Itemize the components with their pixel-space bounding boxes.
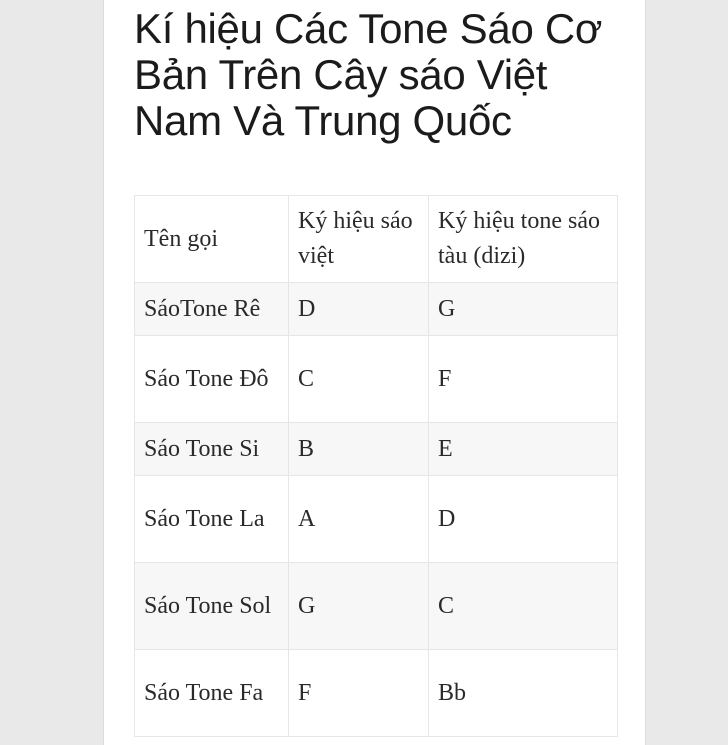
table-cell-dizi-symbol: D	[429, 476, 618, 563]
flute-tone-table	[134, 195, 618, 737]
table-cell-dizi-symbol: Bb	[429, 650, 618, 737]
table-cell-name: Sáo Tone La	[135, 476, 289, 563]
header-cell-vietnamese-symbol: Ký hiệu sáo việt	[289, 196, 429, 283]
table-cell-vietnamese-symbol: D	[289, 283, 429, 336]
article-title: Kí hiệu Các Tone Sáo Cơ Bản Trên Cây sáo Việt Nam Và Trung Quốc	[134, 5, 603, 144]
table-cell-name: Sáo Tone Đô	[135, 336, 289, 423]
table-cell-name: Sáo Tone Sol	[135, 563, 289, 650]
table-cell-vietnamese-symbol: F	[289, 650, 429, 737]
article-page	[103, 0, 646, 745]
table-cell-vietnamese-symbol: C	[289, 336, 429, 423]
table-row	[135, 423, 618, 476]
header-cell-name: Tên gọi	[135, 196, 289, 283]
table-row	[135, 336, 618, 423]
table-cell-vietnamese-symbol: A	[289, 476, 429, 563]
table-cell-dizi-symbol: E	[429, 423, 618, 476]
table-header-row	[135, 196, 618, 283]
table-cell-vietnamese-symbol: G	[289, 563, 429, 650]
table-row	[135, 476, 618, 563]
table-row	[135, 563, 618, 650]
table-cell-name: Sáo Tone Fa	[135, 650, 289, 737]
header-cell-dizi-symbol: Ký hiệu tone sáo tàu (dizi)	[429, 196, 618, 283]
table-row	[135, 283, 618, 336]
table-cell-name: Sáo Tone Si	[135, 423, 289, 476]
table-cell-dizi-symbol: C	[429, 563, 618, 650]
table-cell-name: SáoTone Rê	[135, 283, 289, 336]
table-cell-dizi-symbol: G	[429, 283, 618, 336]
table-cell-vietnamese-symbol: B	[289, 423, 429, 476]
table-row	[135, 650, 618, 737]
table-cell-dizi-symbol: F	[429, 336, 618, 423]
